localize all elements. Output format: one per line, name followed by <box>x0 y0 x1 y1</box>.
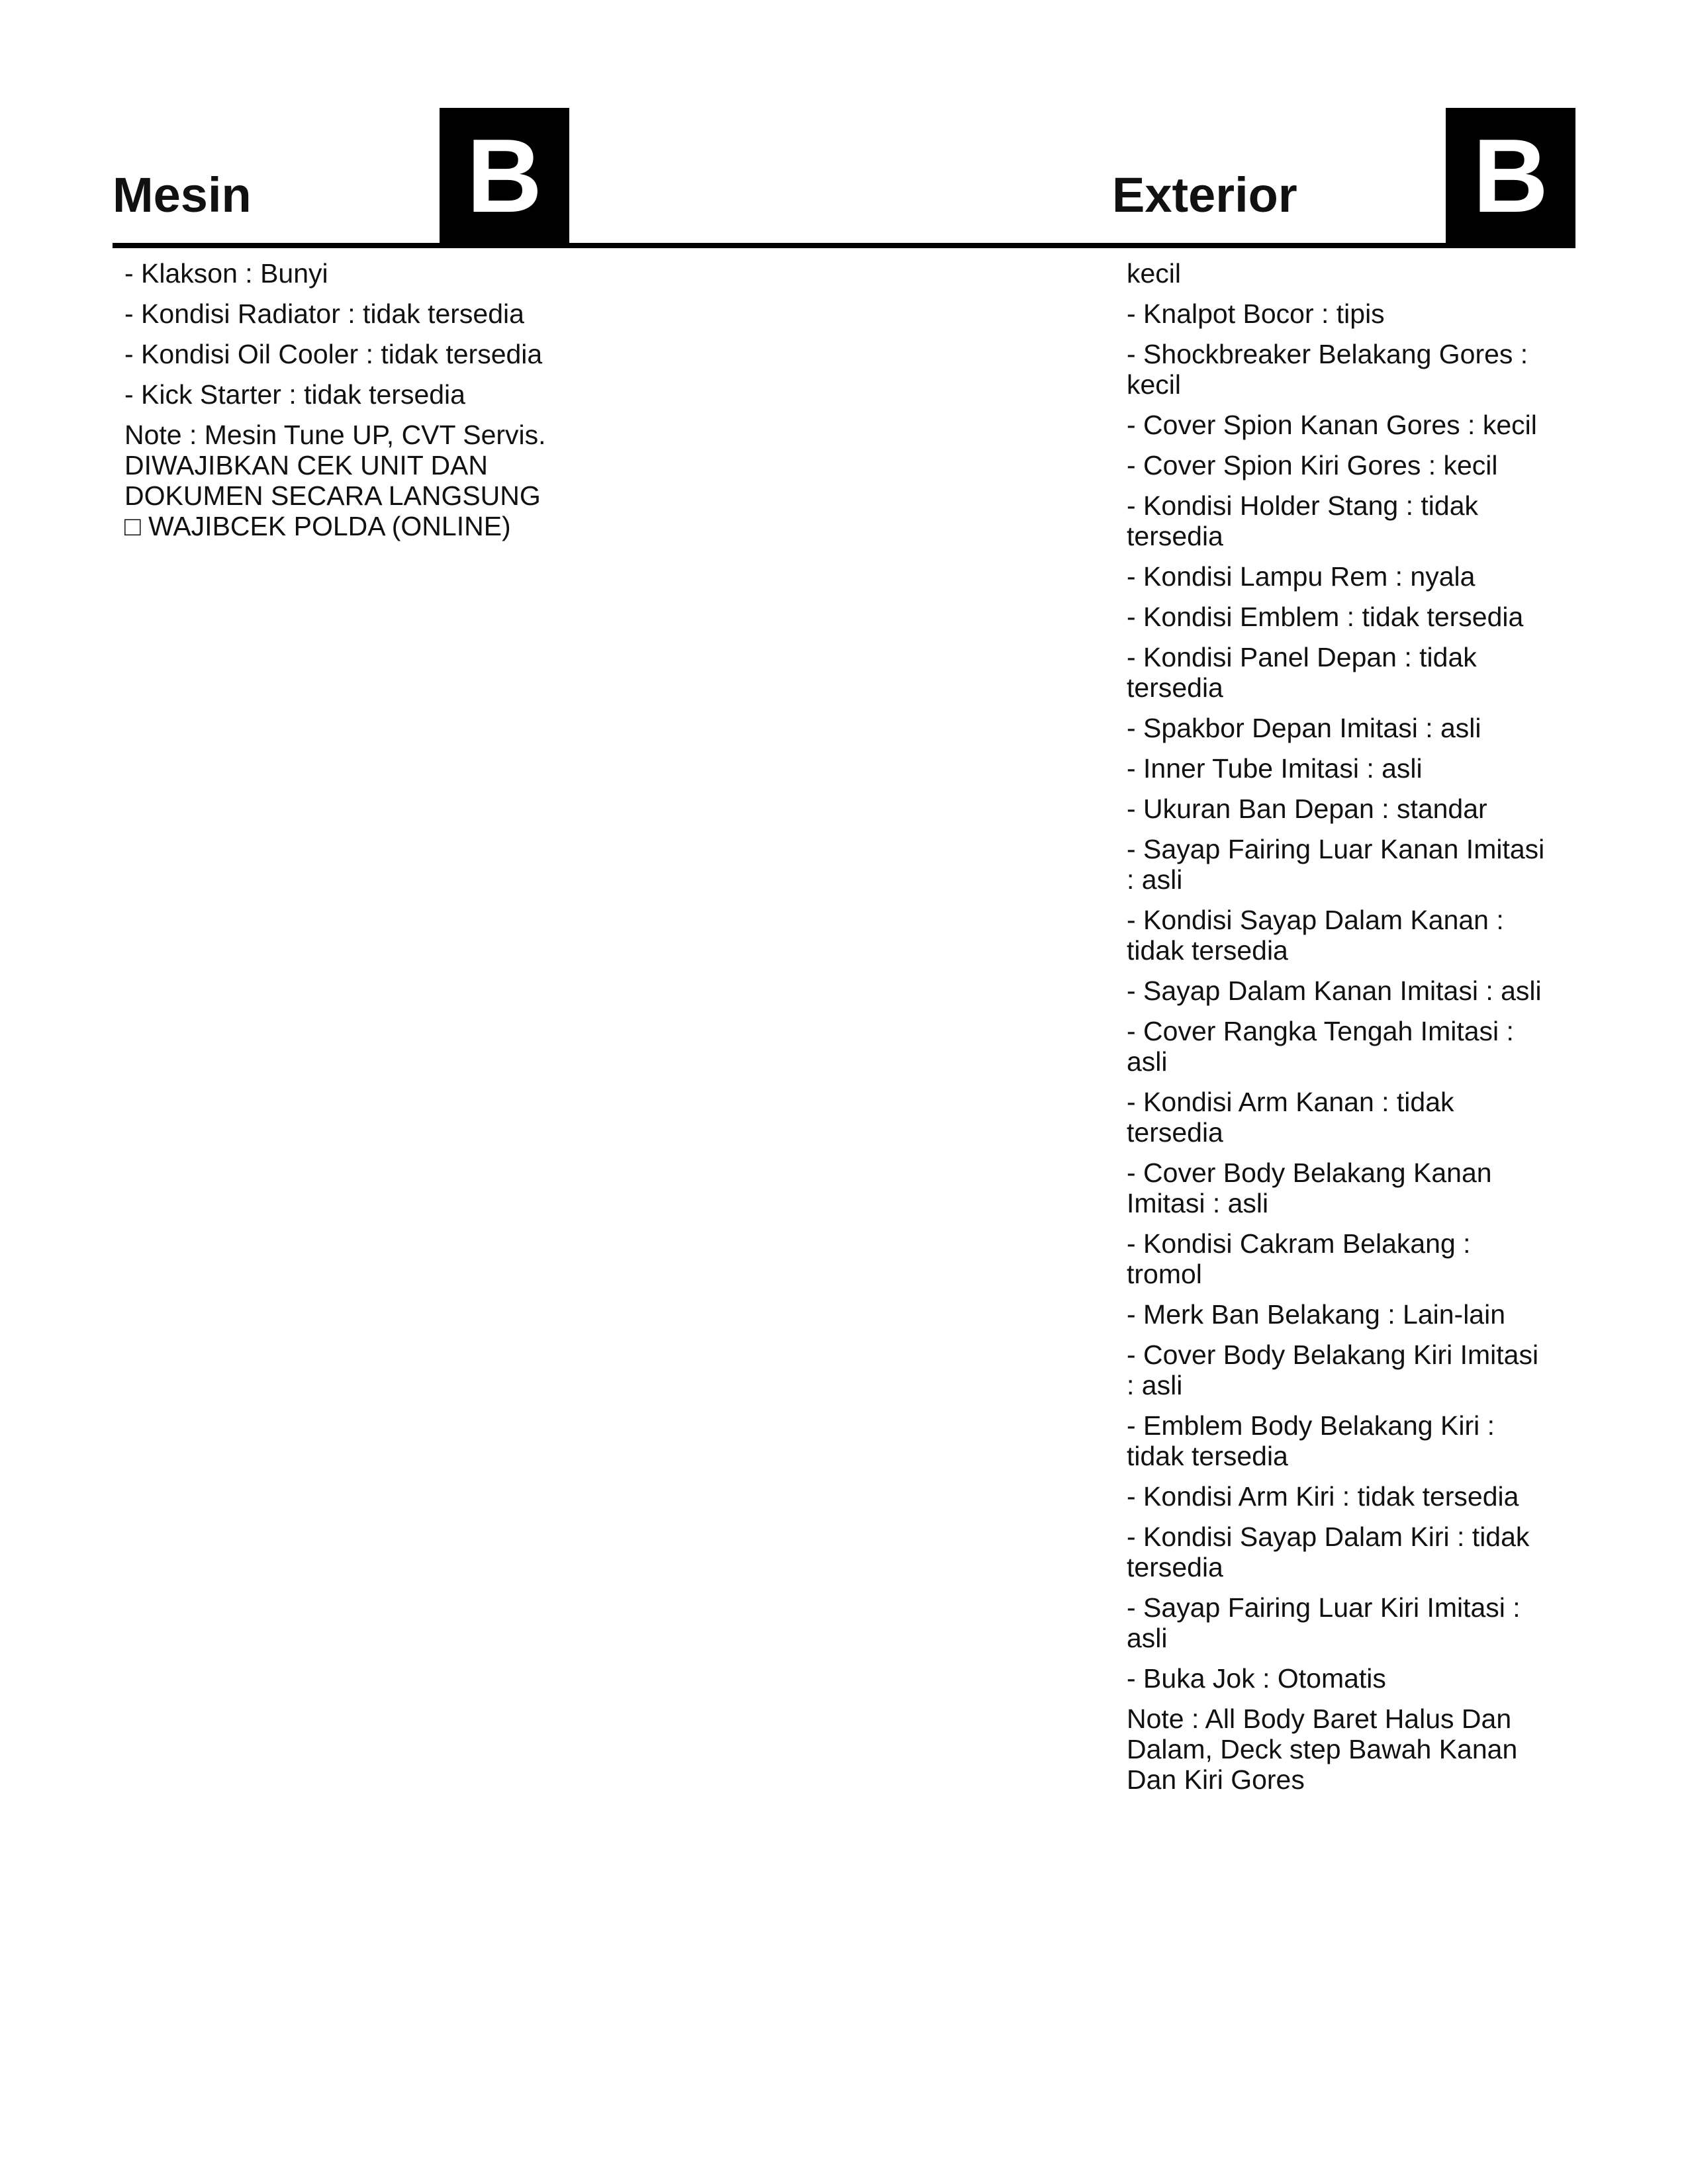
section-title: Exterior <box>1112 167 1297 222</box>
list-item: - Cover Body Belakang Kiri Imitasi : asli <box>1127 1340 1539 1400</box>
item-list <box>1127 258 1550 1805</box>
list-item: - Sayap Fairing Luar Kanan Imitasi : asli <box>1127 834 1545 895</box>
list-item: - Kondisi Emblem : tidak tersedia <box>1127 602 1524 632</box>
grade-badge: B <box>1446 108 1575 244</box>
list-item: - Merk Ban Belakang : Lain-lain <box>1127 1299 1506 1330</box>
list-item: - Klakson : Bunyi <box>124 258 328 289</box>
section-divider <box>1112 243 1575 248</box>
list-item: - Ukuran Ban Depan : standar <box>1127 794 1487 824</box>
list-item: - Kondisi Sayap Dalam Kiri : tidak tersedia <box>1127 1522 1530 1582</box>
list-item: - Spakbor Depan Imitasi : asli <box>1127 713 1481 743</box>
list-item: - Kondisi Oil Cooler : tidak tersedia <box>124 339 543 369</box>
list-item: - Kondisi Radiator : tidak tersedia <box>124 298 524 329</box>
section-title: Mesin <box>113 167 252 222</box>
list-item: - Buka Jok : Otomatis <box>1127 1663 1386 1694</box>
section-divider <box>113 243 1112 248</box>
section-note: Note : Mesin Tune UP, CVT Servis. DIWAJIBKAN CEK UNIT DAN DOKUMEN SECARA LANGSUNG □ WAJIBCEK POLDA (ONLINE) <box>124 420 546 541</box>
list-item: - Knalpot Bocor : tipis <box>1127 298 1385 329</box>
list-item: - Shockbreaker Belakang Gores : kecil <box>1127 339 1528 400</box>
list-item: - Cover Spion Kanan Gores : kecil <box>1127 410 1537 440</box>
item-list <box>124 258 575 551</box>
list-item: - Kondisi Arm Kanan : tidak tersedia <box>1127 1087 1454 1148</box>
section-note: Note : All Body Baret Halus Dan Dalam, Deck step Bawah Kanan Dan Kiri Gores <box>1127 1704 1518 1795</box>
list-item: kecil <box>1127 258 1182 289</box>
list-item: - Inner Tube Imitasi : asli <box>1127 753 1423 784</box>
grade-badge: B <box>440 108 569 244</box>
list-item: - Kondisi Panel Depan : tidak tersedia <box>1127 642 1477 703</box>
list-item: - Sayap Fairing Luar Kiri Imitasi : asli <box>1127 1592 1521 1653</box>
list-item: - Kondisi Holder Stang : tidak tersedia <box>1127 490 1478 551</box>
list-item: - Cover Body Belakang Kanan Imitasi : asli <box>1127 1158 1492 1218</box>
list-item: - Cover Rangka Tengah Imitasi : asli <box>1127 1016 1514 1077</box>
list-item: - Kondisi Cakram Belakang : tromol <box>1127 1228 1471 1289</box>
list-item: - Kondisi Arm Kiri : tidak tersedia <box>1127 1481 1519 1512</box>
list-item: - Kondisi Sayap Dalam Kanan : tidak tersedia <box>1127 905 1504 966</box>
list-item: - Cover Spion Kiri Gores : kecil <box>1127 450 1498 480</box>
list-item: - Kick Starter : tidak tersedia <box>124 379 465 410</box>
list-item: - Kondisi Lampu Rem : nyala <box>1127 561 1476 592</box>
list-item: - Sayap Dalam Kanan Imitasi : asli <box>1127 976 1542 1006</box>
list-item: - Emblem Body Belakang Kiri : tidak tersedia <box>1127 1410 1495 1471</box>
